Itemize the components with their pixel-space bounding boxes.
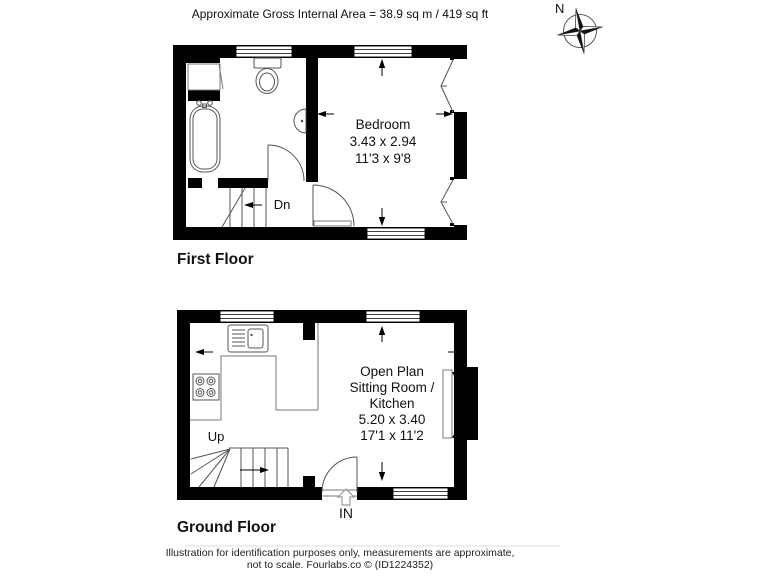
bedroom-door-arc xyxy=(313,185,354,226)
hob-icon xyxy=(193,374,219,400)
kitchen-sink-icon xyxy=(228,325,268,352)
first-floor-plan xyxy=(173,45,467,240)
room-label-sitting-room xyxy=(350,364,435,444)
room-dimensions-imperial: 17'1 x 11'2 xyxy=(360,428,424,443)
room-name-line3: Kitchen xyxy=(369,396,415,411)
room-dimensions-metric: 5.20 x 3.40 xyxy=(358,412,426,427)
casement-window-icon xyxy=(441,60,453,224)
stairs-down-icon xyxy=(222,188,266,227)
room-name-line2: Sitting Room / xyxy=(349,380,435,395)
bathroom-fixtures xyxy=(188,58,306,181)
toilet-icon xyxy=(254,58,281,94)
floor-label-ground: Ground Floor xyxy=(177,519,277,536)
bathroom-door-arc xyxy=(268,145,304,181)
room-dimensions-imperial: 11'3 x 9'8 xyxy=(355,151,411,166)
window xyxy=(354,46,412,57)
disclaimer-line-2: not to scale. Fourlabs.co © (ID1224352) xyxy=(246,559,434,571)
window xyxy=(220,311,274,322)
area-label: Approximate Gross Internal Area = 38.9 sq m / 419 sq ft xyxy=(191,7,489,21)
floor-label-first: First Floor xyxy=(177,251,254,268)
room-label-bedroom xyxy=(350,116,417,167)
kitchen-fixtures xyxy=(190,323,318,420)
window xyxy=(236,46,292,57)
cupboard-recess xyxy=(188,64,223,90)
stairs-up-icon xyxy=(191,448,288,487)
entrance-door xyxy=(322,457,357,500)
room-name: Bedroom xyxy=(355,117,411,132)
window xyxy=(367,228,425,239)
window xyxy=(366,311,420,322)
window xyxy=(393,488,448,499)
room-dimensions-metric: 3.43 x 2.94 xyxy=(349,134,417,149)
disclaimer-line-1: Illustration for identification purposes only, measurements are approximate, xyxy=(165,547,515,559)
compass-north-label: N xyxy=(555,1,565,16)
sink-icon xyxy=(294,109,306,133)
stairs-label-dn: Dn xyxy=(273,197,291,212)
bath-icon xyxy=(190,101,220,172)
room-name-line1: Open Plan xyxy=(360,364,424,379)
entrance-label-in: IN xyxy=(339,505,353,521)
stairs-label-up: Up xyxy=(207,429,225,444)
